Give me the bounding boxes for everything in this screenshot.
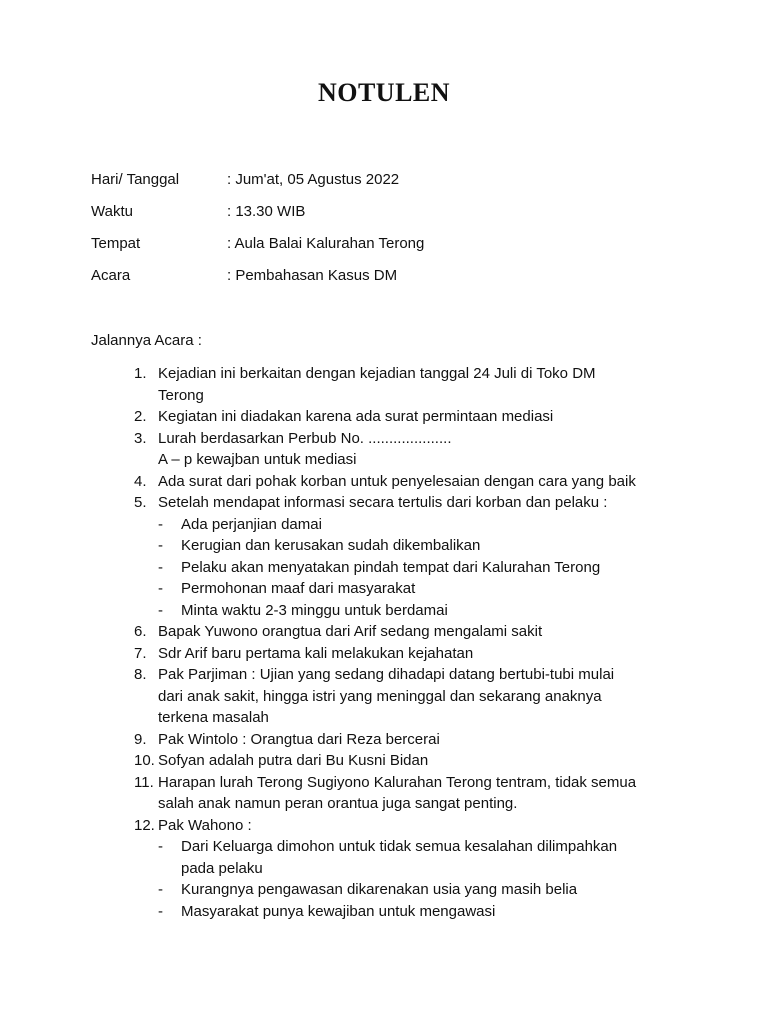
agenda-subitem xyxy=(0,557,768,579)
agenda-item-text: A – p kewajban untuk mediasi xyxy=(158,451,357,468)
agenda-item-number: 3. xyxy=(134,429,147,447)
meta-label: Waktu xyxy=(91,203,133,220)
subitem-dash: - xyxy=(158,601,163,619)
agenda-item-number: 1. xyxy=(134,365,147,382)
subitem-dash: - xyxy=(158,902,163,920)
agenda-item xyxy=(0,406,768,428)
subitem-dash: - xyxy=(158,515,163,533)
agenda-subitem-text: Permohonan maaf dari masyarakat xyxy=(181,580,416,597)
subitem-dash: - xyxy=(158,580,163,597)
document-title: NOTULEN xyxy=(317,78,451,107)
agenda-item xyxy=(0,815,768,837)
agenda-item-text: Sdr Arif baru pertama kali melakukan kejahatan xyxy=(158,644,474,662)
meta-value: : Pembahasan Kasus DM xyxy=(227,267,398,284)
subitem-dash: - xyxy=(158,558,163,576)
agenda-subitem-text: Ada perjanjian damai xyxy=(181,515,322,533)
agenda-item xyxy=(0,492,768,514)
agenda-item-number: 5. xyxy=(134,494,147,511)
agenda-item-text: Kegiatan ini diadakan karena ada surat permintaan mediasi xyxy=(158,408,554,425)
agenda-item-number: 10. xyxy=(134,752,155,769)
agenda-item xyxy=(0,621,768,643)
agenda-item-text: Pak Parjiman : Ujian yang sedang dihadapi datang bertubi-tubi mulai xyxy=(158,666,615,683)
subitem-dash: - xyxy=(158,881,163,898)
agenda-subitem-text: Kerugian dan kerusakan sudah dikembalikan xyxy=(181,537,481,554)
agenda-item xyxy=(0,363,768,406)
agenda-item xyxy=(0,772,768,815)
agenda-subitem xyxy=(0,836,768,879)
agenda-item xyxy=(0,664,768,729)
agenda-item-text: Kejadian ini berkaitan dengan kejadian tanggal 24 Juli di Toko DM xyxy=(158,365,596,382)
agenda-subitem xyxy=(0,901,768,923)
agenda-item-text: Sofyan adalah putra dari Bu Kusni Bidan xyxy=(158,752,429,769)
agenda-subitem-text: Pelaku akan menyatakan pindah tempat dari Kalurahan Terong xyxy=(181,558,601,576)
agenda-item-number: 2. xyxy=(134,408,147,425)
agenda-subitem xyxy=(0,514,768,536)
agenda-item-number: 8. xyxy=(134,666,147,683)
agenda-item-text: terkena masalah xyxy=(158,709,269,726)
agenda-list xyxy=(0,363,768,922)
agenda-subitem xyxy=(0,600,768,622)
agenda-subitem-text: Masyarakat punya kewajiban untuk mengawasi xyxy=(181,902,496,920)
agenda-item-number: 9. xyxy=(134,730,147,748)
agenda-item-text: Harapan lurah Terong Sugiyono Kalurahan Terong tentram, tidak semua xyxy=(158,773,637,791)
agenda-item-text: Terong xyxy=(158,386,204,404)
agenda-subitem-text: pada pelaku xyxy=(181,859,263,877)
agenda-subitem-text: Kurangnya pengawasan dikarenakan usia yang masih belia xyxy=(181,881,578,898)
agenda-item xyxy=(0,471,768,493)
meta-label: Tempat xyxy=(91,235,141,252)
meta-value: : Jum'at, 05 Agustus 2022 xyxy=(227,171,400,188)
agenda-item-text: Ada surat dari pohak korban untuk penyelesaian dengan cara yang baik xyxy=(158,472,636,490)
agenda-item xyxy=(0,729,768,751)
agenda-subitem xyxy=(0,879,768,901)
agenda-subitem-text: Minta waktu 2-3 minggu untuk berdamai xyxy=(181,601,448,619)
agenda-heading: Jalannya Acara : xyxy=(91,332,202,349)
agenda-item-text: dari anak sakit, hingga istri yang meninggal dan sekarang anaknya xyxy=(158,687,602,705)
agenda-item-number: 11. xyxy=(134,773,154,791)
agenda-item-text: salah anak namun peran orantua juga sangat penting. xyxy=(158,795,518,812)
subitem-dash: - xyxy=(158,838,163,855)
meta-value: : 13.30 WIB xyxy=(227,203,306,220)
agenda-subitem xyxy=(0,578,768,600)
agenda-item-text: Pak Wahono : xyxy=(158,816,252,834)
meta-label: Hari/ Tanggal xyxy=(91,171,180,188)
agenda-item-text: Lurah berdasarkan Perbub No. .................... xyxy=(158,429,452,447)
agenda-item-text: Pak Wintolo : Orangtua dari Reza bercerai xyxy=(158,730,440,748)
subitem-dash: - xyxy=(158,537,163,554)
agenda-item-number: 4. xyxy=(134,472,147,490)
agenda-item-number: 7. xyxy=(134,644,147,662)
agenda-subitem xyxy=(0,535,768,557)
agenda-item-text: Setelah mendapat informasi secara tertulis dari korban dan pelaku : xyxy=(158,494,608,511)
agenda-subitem-text: Dari Keluarga dimohon untuk tidak semua kesalahan dilimpahkan xyxy=(181,838,618,855)
meta-label: Acara xyxy=(91,267,131,284)
meta-value: : Aula Balai Kalurahan Terong xyxy=(227,235,425,252)
agenda-item xyxy=(0,643,768,665)
agenda-item xyxy=(0,428,768,471)
agenda-item-text: Bapak Yuwono orangtua dari Arif sedang mengalami sakit xyxy=(158,623,543,640)
agenda-item-number: 6. xyxy=(134,623,147,640)
agenda-item-number: 12. xyxy=(134,816,155,834)
agenda-item xyxy=(0,750,768,772)
